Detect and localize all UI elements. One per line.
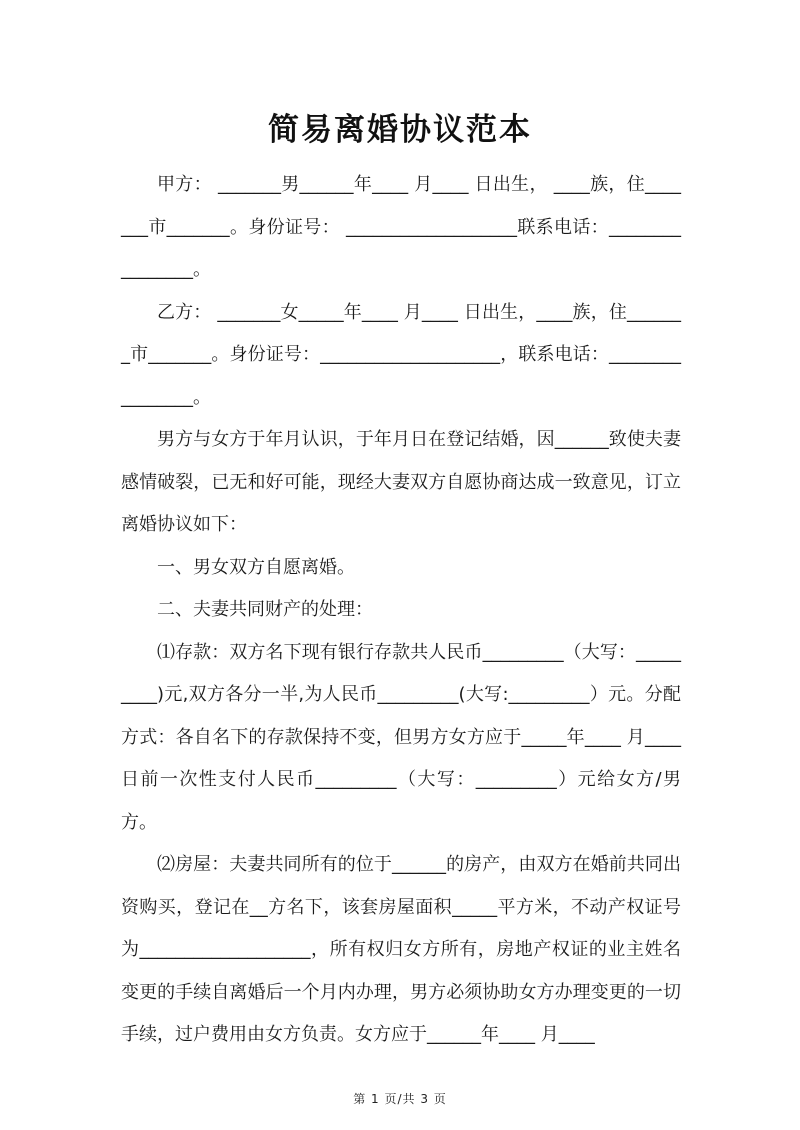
party-a-paragraph: 甲方： _______男______年____ 月____ 日出生， ____族，住_______市_______。身份证号： ___________________联系电话：________________。	[121, 174, 681, 280]
party-b-paragraph: 乙方： _______女_____年____ 月____ 日出生，____族，住_______市_______。身份证号：____________________，联系电话：________________。	[121, 301, 681, 408]
page-title: 简易离婚协议范本	[268, 112, 532, 148]
clause-2-heading: 二、夫妻共同财产的处理：	[157, 599, 373, 620]
page-number: 第 1 页/共 3 页	[353, 1092, 447, 1106]
house-paragraph: ⑵房屋：夫妻共同所有的位于______的房产，由双方在婚前共同出资购买，登记在__方名下，该套房屋面积_____平方米，不动产权证号为___________________，所有权归女方所有，房地产权证的业主姓名变更的手续自离婚后一个月内办理，男方必须协助女方办理变更的一切手续，过户费用由女方负责。女方应于______年____ 月____	[121, 854, 681, 1045]
deposit-paragraph: ⑴存款：双方名下现有银行存款共人民币_________（大写：_________)元,双方各分一半,为人民币_________(大写:_________）元。分配方式：各自名下的存款保持不变，但男方女方应于_____年____ 月____ 日前一次性支付人民币_________（大写：_________）元给女方/男方。	[121, 641, 681, 833]
background-paragraph: 男方与女方于年月认识，于年月日在登记结婚，因______致使夫妻感情破裂，已无和好可能，现经大妻双方自愿协商达成一致意见，订立离婚协议如下：	[121, 429, 681, 535]
clause-1-paragraph: 一、男女双方自愿离婚。	[157, 556, 355, 578]
document-body	[121, 164, 681, 1057]
